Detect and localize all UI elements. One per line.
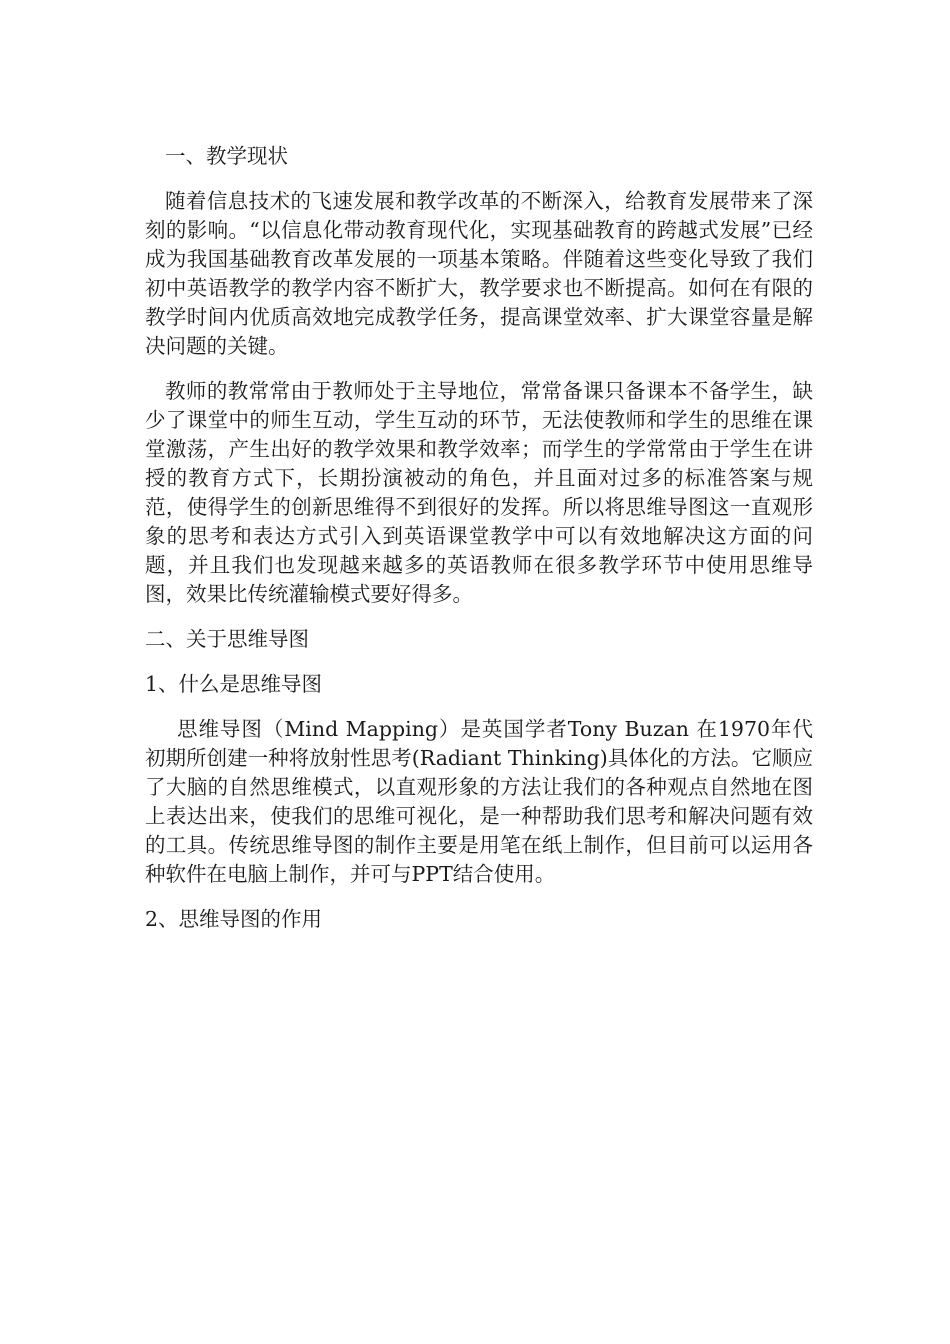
subheading-what-is-mind-map: 1、什么是思维导图: [145, 672, 323, 696]
section-heading-about-mind-map: 二、关于思维导图: [145, 627, 309, 651]
paragraph-teacher-student-problem: 教师的教常常由于教师处于主导地位，常常备课只备课本不备学生，缺少了课堂中的师生互动，学生互动的环节，无法使教师和学生的思维在课堂激荡，产生出好的教学效果和教学效率；而学生的学常常由于学生在讲授的教育方式下，长期扮演被动的角色，并且面对过多的标准答案与规范，使得学生的创新思维得不到很好的发挥。所以将思维导图这一直观形象的思考和表达方式引入到英语课堂教学中可以有效地解决这方面的问题，并且我们也发现越来越多的英语教师在很多教学环节中使用思维导图，效果比传统灌输模式要好得多。: [145, 379, 813, 606]
paragraph-info-tech-development: 随着信息技术的飞速发展和教学改革的不断深入，给教育发展带来了深刻的影响。“以信息化带动教育现代化，实现基础教育的跨越式发展”已经成为我国基础教育改革发展的一项基本策略。伴随着这些变化导致了我们初中英语教学的教学内容不断扩大，教学要求也不断提高。如何在有限的教学时间内优质高效地完成教学任务，提高课堂效率、扩大课堂容量是解决问题的关键。: [145, 189, 813, 358]
paragraph-mind-map-definition: 思维导图（Mind Mapping）是英国学者Tony Buzan 在1970年代初期所创建一种将放射性思考(Radiant Thinking)具体化的方法。它顺应了大脑的自然思维模式，以直观形象的方法让我们的各种观点自然地在图上表达出来，使我们的思维可视化，是一种帮助我们思考和解决问题有效的工具。传统思维导图的制作主要是用笔在纸上制作，但目前可以运用各种软件在电脑上制作，并可与PPT结合使用。: [145, 717, 813, 886]
document-body: [145, 142, 813, 950]
section-heading-teaching-status: 一、教学现状: [165, 144, 288, 168]
subheading-mind-map-function: 2、思维导图的作用: [145, 907, 323, 931]
